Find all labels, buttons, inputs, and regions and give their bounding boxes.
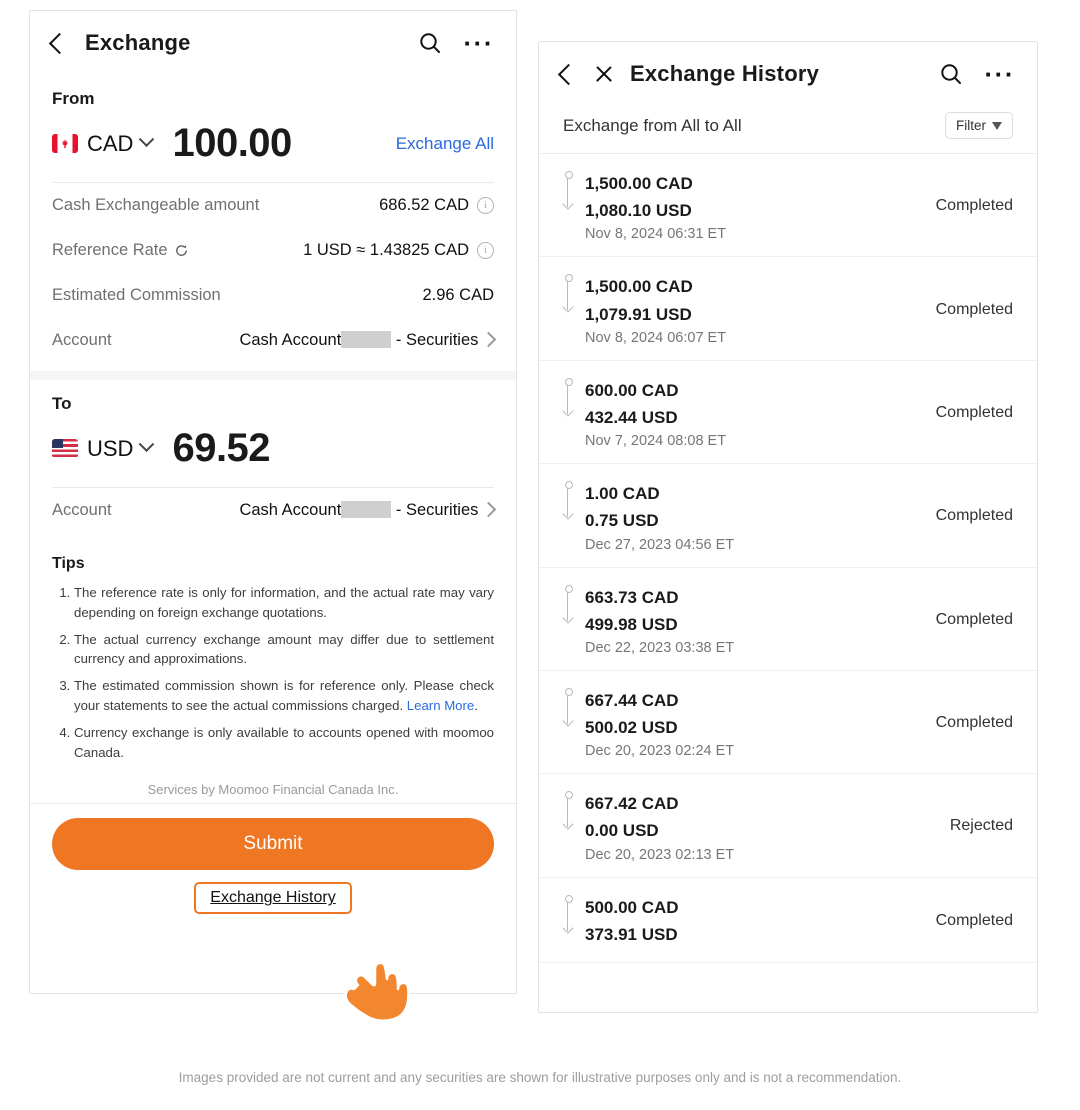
exchange-footer (30, 803, 516, 926)
reference-rate-value: 1 USD ≈ 1.43825 CAD (303, 241, 469, 259)
status-badge: Completed (935, 610, 1013, 628)
table-row[interactable] (539, 257, 1037, 360)
to-label: To (52, 394, 72, 413)
list-item: 1. The reference rate is only for information, and the actual rate may vary depending on foreign exchange quotations. (74, 583, 494, 623)
status-badge: Rejected (949, 817, 1013, 835)
row-from-amount: 667.44 CAD (585, 690, 679, 710)
status-badge: Completed (935, 403, 1013, 421)
table-row[interactable] (539, 154, 1037, 257)
cash-exchangeable-value: 686.52 CAD (379, 196, 469, 214)
row-to-amount: 432.44 USD (585, 407, 678, 427)
row-from-amount: 667.42 CAD (585, 794, 679, 814)
tips-list (52, 583, 494, 762)
cursor-hand-icon (340, 955, 418, 1025)
transfer-arrow-icon (563, 790, 579, 827)
row-amounts (585, 170, 926, 242)
learn-more-period: . (474, 697, 478, 713)
filter-funnel-icon (992, 122, 1002, 130)
exchange-history-panel (538, 41, 1038, 1013)
history-page-title: Exchange History (630, 61, 820, 86)
list-item: 4. Currency exchange is only available to accounts opened with moomoo Canada. (74, 723, 494, 763)
from-label: From (52, 89, 95, 108)
table-row[interactable] (539, 361, 1037, 464)
more-dots-icon[interactable]: ··· (984, 59, 1015, 89)
to-account-suffix: - Securities (395, 501, 479, 519)
from-account-row[interactable] (30, 318, 516, 363)
reference-rate-row (30, 228, 516, 273)
row-from-amount: 1,500.00 CAD (585, 277, 693, 297)
refresh-icon[interactable] (174, 243, 189, 258)
exchange-panel (29, 10, 517, 994)
chevron-down-icon[interactable] (139, 436, 155, 452)
row-from-amount: 663.73 CAD (585, 587, 679, 607)
table-row[interactable] (539, 671, 1037, 774)
filter-button[interactable] (945, 112, 1013, 139)
estimated-commission-label: Estimated Commission (52, 286, 221, 304)
table-row[interactable] (539, 568, 1037, 671)
list-item (74, 676, 494, 716)
chevron-right-icon[interactable] (481, 502, 497, 518)
tips-title: Tips (52, 555, 85, 572)
submit-button[interactable]: Submit (52, 818, 494, 870)
to-amount-row (30, 414, 516, 487)
row-date: Nov 7, 2024 08:08 ET (585, 433, 727, 450)
cash-exchangeable-row (30, 183, 516, 228)
row-to-amount: 0.75 USD (585, 511, 659, 531)
from-account-label: Account (52, 331, 112, 349)
history-header (539, 42, 1037, 106)
row-from-amount: 1.00 CAD (585, 484, 660, 504)
row-date: Dec 22, 2023 03:38 ET (585, 639, 735, 656)
filter-label: Filter (956, 118, 986, 133)
info-icon[interactable]: i (477, 197, 494, 214)
row-date: Dec 27, 2023 04:56 ET (585, 536, 735, 553)
transfer-arrow-icon (563, 687, 579, 724)
chevron-down-icon[interactable] (139, 131, 155, 147)
from-account-name: Cash Account (239, 331, 342, 349)
row-to-amount: 500.02 USD (585, 718, 678, 738)
table-row[interactable] (539, 464, 1037, 567)
row-amounts (585, 273, 926, 345)
disclaimer-text: Images provided are not current and any securities are shown for illustrative purposes only and is not a recommendation. (178, 1070, 902, 1085)
row-to-amount: 1,080.10 USD (585, 201, 692, 221)
row-date: Dec 20, 2023 02:24 ET (585, 743, 735, 760)
transfer-arrow-icon (563, 170, 579, 207)
row-from-amount: 1,500.00 CAD (585, 174, 693, 193)
transfer-arrow-icon (563, 377, 579, 414)
exchange-all-button[interactable]: Exchange All (395, 133, 494, 153)
close-icon[interactable] (594, 64, 614, 84)
row-amounts (585, 377, 926, 449)
back-chevron-icon[interactable] (49, 32, 70, 53)
row-to-amount: 1,079.91 USD (585, 304, 692, 324)
back-chevron-icon[interactable] (558, 63, 579, 84)
status-badge: Completed (935, 714, 1013, 732)
search-icon[interactable] (939, 62, 963, 86)
from-amount-row (30, 109, 516, 182)
from-account-suffix: - Securities (395, 331, 479, 349)
row-to-amount: 373.91 USD (585, 924, 678, 944)
to-amount-value[interactable]: 69.52 (172, 426, 271, 470)
row-to-amount: 0.00 USD (585, 821, 659, 841)
history-list (539, 153, 1037, 963)
to-account-name: Cash Account (239, 501, 342, 519)
status-badge: Completed (935, 507, 1013, 525)
services-note: Services by Moomoo Financial Canada Inc. (147, 782, 399, 798)
exchange-history-link[interactable]: Exchange History (194, 882, 351, 914)
chevron-right-icon[interactable] (481, 332, 497, 348)
estimated-commission-value: 2.96 CAD (422, 286, 494, 304)
from-currency-code[interactable]: CAD (87, 130, 134, 156)
status-badge: Completed (935, 911, 1013, 929)
flag-usa-icon (52, 439, 78, 458)
page-title: Exchange (85, 30, 191, 55)
transfer-arrow-icon (563, 584, 579, 621)
history-subtitle: Exchange from All to All (563, 115, 742, 135)
list-item: 2. The actual currency exchange amount may differ due to settlement currency and approximations. (74, 630, 494, 670)
exchange-header (30, 11, 516, 75)
history-subtitle-row (539, 106, 1037, 153)
row-amounts (585, 894, 926, 948)
more-dots-icon[interactable]: ··· (463, 28, 494, 58)
transfer-arrow-icon (563, 273, 579, 310)
row-date: Nov 8, 2024 06:07 ET (585, 329, 727, 346)
row-amounts (585, 480, 926, 552)
row-from-amount: 600.00 CAD (585, 380, 679, 400)
info-icon[interactable]: i (477, 242, 494, 259)
to-account-label: Account (52, 501, 112, 519)
to-account-value (239, 501, 494, 520)
cash-exchangeable-label: Cash Exchangeable amount (52, 196, 260, 214)
redacted-account-number (341, 331, 391, 348)
table-row[interactable] (539, 878, 1037, 963)
flag-canada-icon (52, 134, 78, 153)
tip-text: The estimated commission shown is for reference only. Please check your statements to see the actual commissions charged. (74, 678, 494, 713)
from-account-value (239, 331, 494, 350)
row-from-amount: 500.00 CAD (585, 897, 679, 917)
from-amount-input[interactable]: 100.00 (172, 121, 292, 165)
status-badge: Completed (935, 197, 1013, 215)
table-row[interactable] (539, 774, 1037, 877)
row-amounts (585, 687, 926, 759)
row-to-amount: 499.98 USD (585, 614, 678, 634)
exchange-history-wrap (52, 882, 494, 914)
reference-rate-label: Reference Rate (52, 241, 168, 259)
status-badge: Completed (935, 300, 1013, 318)
search-icon[interactable] (418, 31, 442, 55)
to-currency-code[interactable]: USD (87, 435, 134, 461)
redacted-account-number (341, 501, 391, 518)
learn-more-link[interactable]: Learn More (406, 697, 475, 713)
row-date: Nov 8, 2024 06:31 ET (585, 226, 727, 243)
transfer-arrow-icon (563, 480, 579, 517)
row-date: Dec 20, 2023 02:13 ET (585, 846, 735, 863)
row-amounts (585, 790, 940, 862)
transfer-arrow-icon (563, 894, 579, 931)
section-divider (30, 371, 516, 380)
to-account-row[interactable] (30, 488, 516, 533)
row-amounts (585, 584, 926, 656)
estimated-commission-row (30, 273, 516, 318)
